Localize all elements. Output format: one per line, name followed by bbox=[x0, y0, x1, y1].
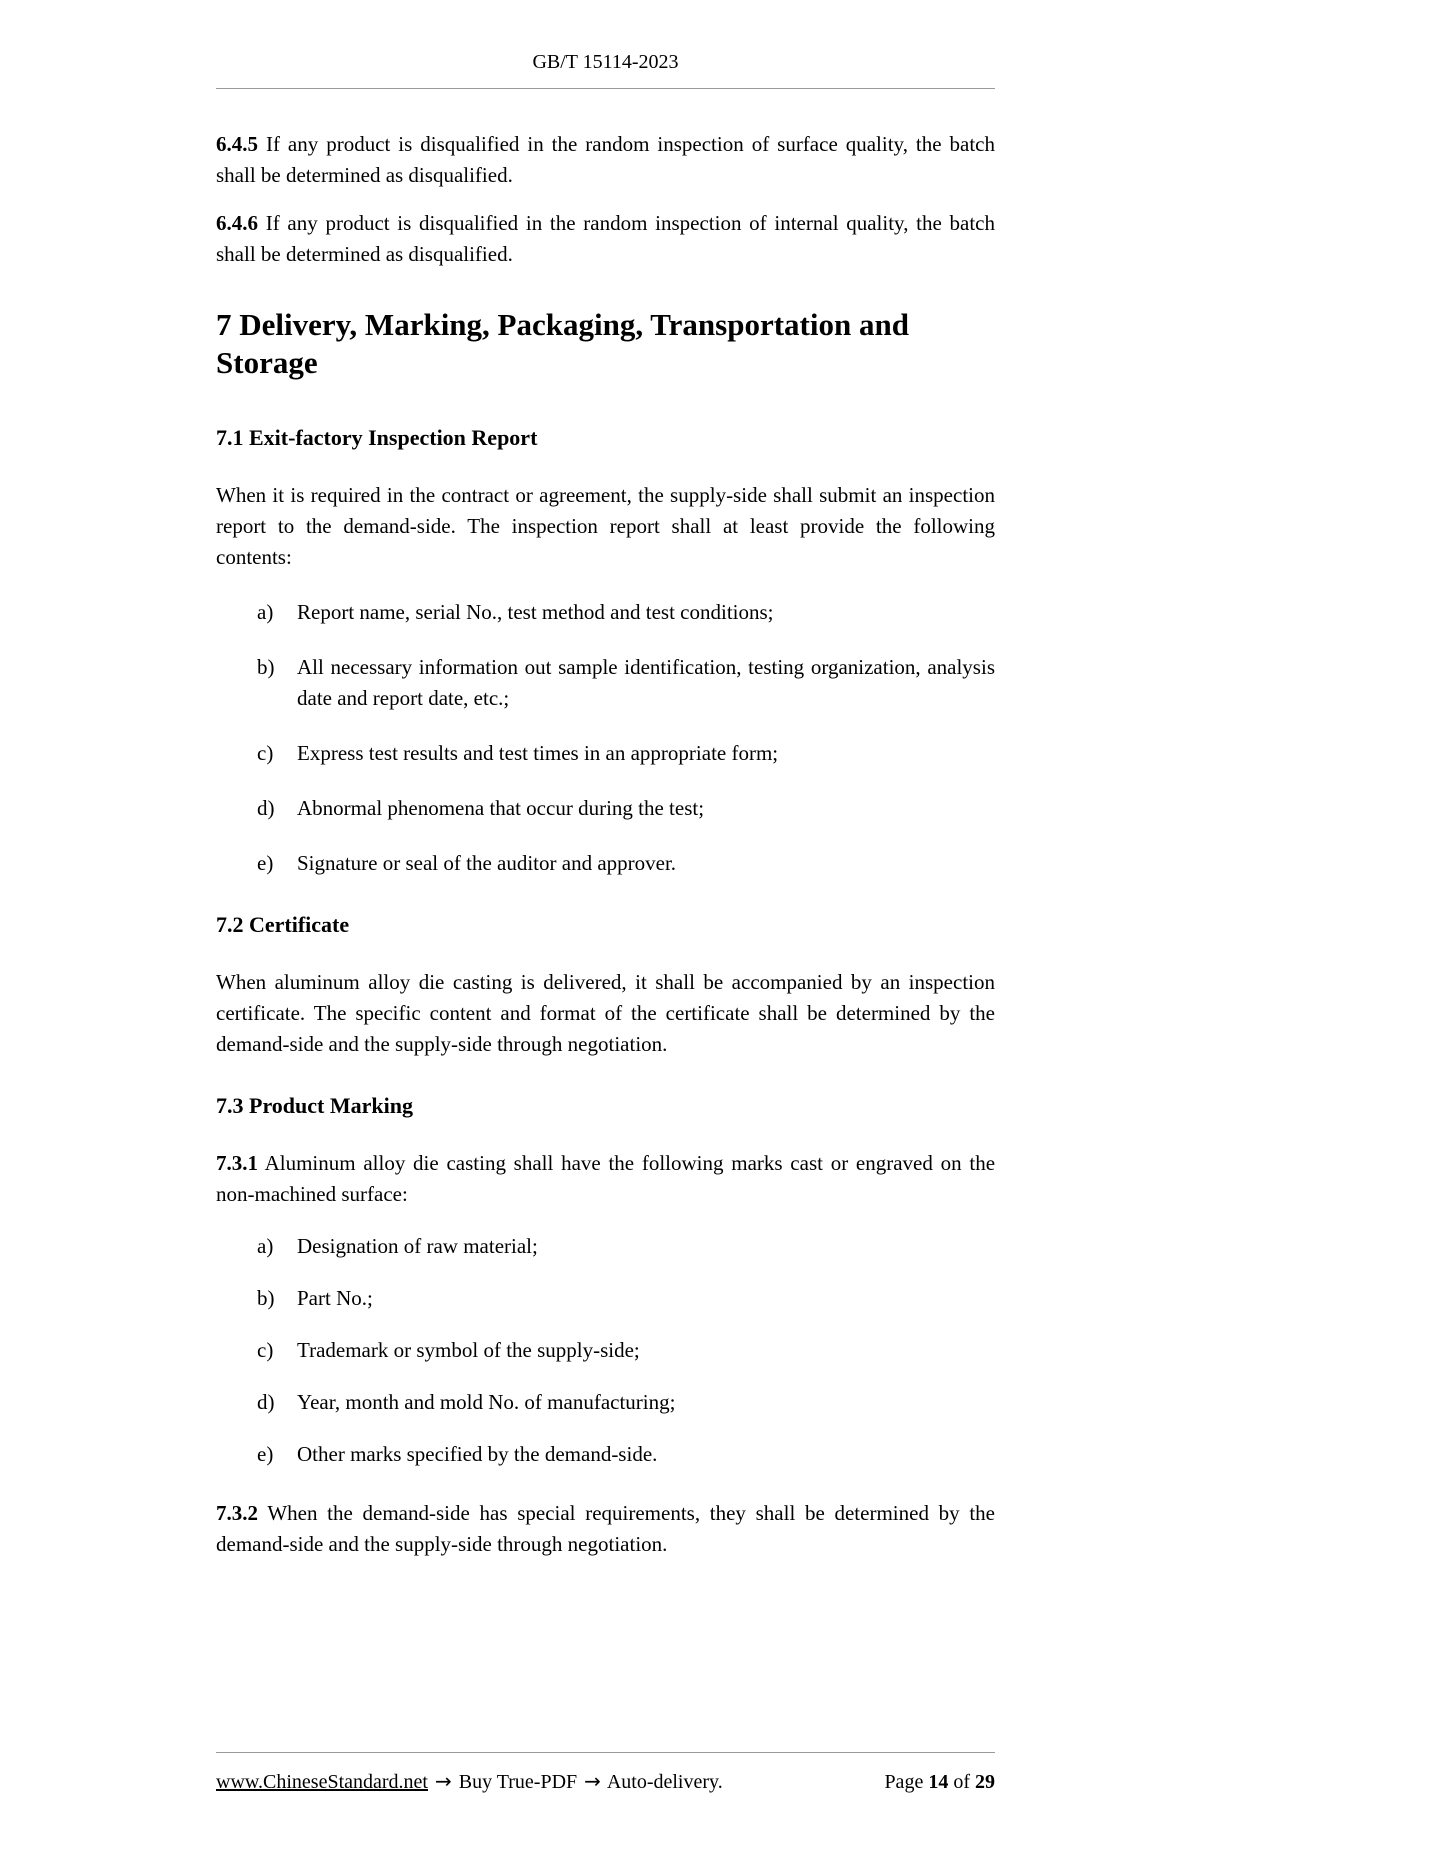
header-divider bbox=[216, 88, 995, 89]
list-item bbox=[257, 1335, 995, 1366]
document-number: GB/T 15114-2023 bbox=[532, 51, 679, 73]
right-arrow-icon: → bbox=[584, 1769, 601, 1793]
paragraph-6-4-5 bbox=[216, 129, 995, 191]
list-item-label: d) bbox=[257, 1390, 275, 1414]
clause-number: 7.3.2 bbox=[216, 1501, 258, 1525]
right-arrow-icon: → bbox=[435, 1769, 452, 1793]
clause-number: 6.4.6 bbox=[216, 211, 258, 235]
footer-delivery-text: Auto-delivery. bbox=[606, 1771, 723, 1793]
list-item-label: e) bbox=[257, 851, 274, 875]
report-contents-list bbox=[216, 597, 995, 879]
of-label: of bbox=[953, 1771, 970, 1793]
list-item-label: c) bbox=[257, 741, 274, 765]
clause-text: When the demand-side has special requirements, they shall be determined by the demand-side and the supply-side through negotiation. bbox=[216, 1501, 995, 1556]
list-item-label: e) bbox=[257, 1442, 274, 1466]
list-item bbox=[257, 1283, 995, 1314]
list-item-text: Other marks specified by the demand-side. bbox=[297, 1442, 658, 1466]
list-item-text: Trademark or symbol of the supply-side; bbox=[297, 1338, 640, 1362]
list-item-label: b) bbox=[257, 1286, 275, 1310]
footer-buy-text: Buy True-PDF bbox=[458, 1771, 578, 1793]
clause-number: 6.4.5 bbox=[216, 132, 258, 156]
current-page-number: 14 bbox=[928, 1771, 949, 1793]
list-item-label: d) bbox=[257, 796, 275, 820]
clause-text: If any product is disqualified in the random inspection of surface quality, the batch shall be determined as disqualified. bbox=[216, 132, 995, 187]
list-item-text: Designation of raw material; bbox=[297, 1234, 538, 1258]
clause-text: If any product is disqualified in the random inspection of internal quality, the batch shall be determined as disqualified. bbox=[216, 211, 995, 266]
list-item-text: Part No.; bbox=[297, 1286, 373, 1310]
section-7-2-heading: 7.2 Certificate bbox=[216, 912, 350, 937]
footer-website-link[interactable]: www.ChineseStandard.net bbox=[216, 1771, 428, 1793]
list-item-label: a) bbox=[257, 600, 274, 624]
page-content bbox=[216, 0, 995, 1560]
paragraph-7-3-2 bbox=[216, 1498, 995, 1560]
clause-text: Aluminum alloy die casting shall have the following marks cast or engraved on the non-machined surface: bbox=[216, 1151, 996, 1206]
list-item-text: Express test results and test times in an appropriate form; bbox=[297, 741, 779, 765]
footer-source-line bbox=[216, 1768, 723, 1795]
list-item-label: a) bbox=[257, 1234, 274, 1258]
paragraph-7-2: When aluminum alloy die casting is delivered, it shall be accompanied by an inspection certificate. The specific content and format of the certificate shall be determined by the demand-side and the supply-side through negotiation. bbox=[216, 970, 995, 1056]
chapter-7-heading: 7 Delivery, Marking, Packaging, Transportation and Storage bbox=[216, 307, 909, 380]
list-item bbox=[257, 1387, 995, 1418]
list-item bbox=[257, 597, 995, 628]
product-marking-list bbox=[216, 1231, 995, 1470]
list-item-text: Signature or seal of the auditor and approver. bbox=[297, 851, 677, 875]
paragraph-6-4-6 bbox=[216, 208, 995, 270]
section-7-1-heading: 7.1 Exit-factory Inspection Report bbox=[216, 425, 538, 450]
paragraph-7-3-1 bbox=[216, 1148, 995, 1210]
list-item bbox=[257, 652, 995, 714]
list-item-text: Abnormal phenomena that occur during the test; bbox=[297, 796, 705, 820]
clause-number: 7.3.1 bbox=[216, 1151, 258, 1175]
section-7-3-heading: 7.3 Product Marking bbox=[216, 1093, 413, 1118]
list-item-text: Year, month and mold No. of manufacturing; bbox=[297, 1390, 676, 1414]
list-item bbox=[257, 793, 995, 824]
list-item bbox=[257, 1439, 995, 1470]
list-item bbox=[257, 848, 995, 879]
total-page-number: 29 bbox=[975, 1771, 995, 1793]
list-item bbox=[257, 738, 995, 769]
list-item bbox=[257, 1231, 995, 1262]
list-item-text: Report name, serial No., test method and test conditions; bbox=[297, 600, 774, 624]
list-item-text: All necessary information out sample identification, testing organization, analysis date and report date, etc.; bbox=[297, 655, 995, 710]
page-label: Page bbox=[884, 1771, 924, 1793]
paragraph-7-1: When it is required in the contract or agreement, the supply-side shall submit an inspection report to the demand-side. The inspection report shall at least provide the following contents: bbox=[216, 483, 995, 569]
list-item-label: b) bbox=[257, 655, 275, 679]
list-item-label: c) bbox=[257, 1338, 274, 1362]
page-number-indicator bbox=[884, 1769, 995, 1795]
page-footer bbox=[216, 1752, 995, 1795]
